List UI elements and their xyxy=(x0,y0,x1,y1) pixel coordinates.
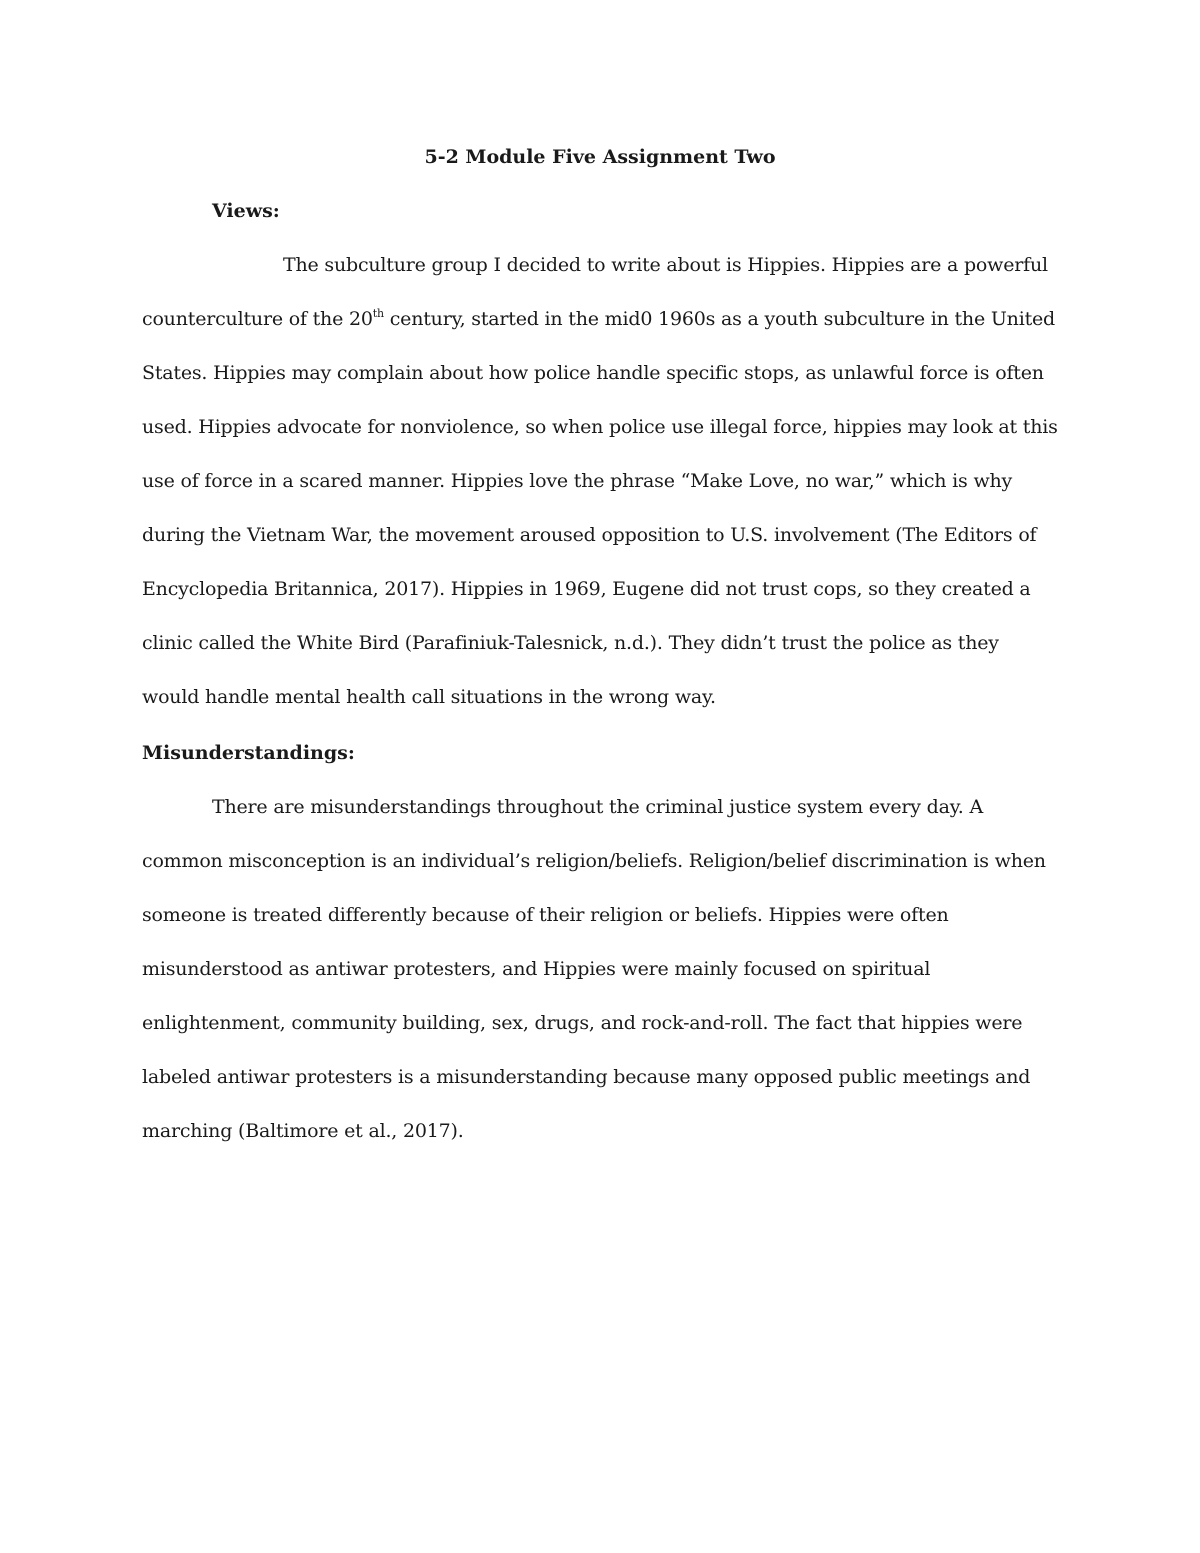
views-line-6: during the Vietnam War, the movement aroused opposition to U.S. involvement (The Editors of xyxy=(142,524,1037,546)
document-title: 5-2 Module Five Assignment Two xyxy=(424,146,776,168)
misunderstandings-line-2: common misconception is an individual’s religion/beliefs. Religion/belief discrimination is when xyxy=(142,850,1046,872)
misunderstandings-line-4: misunderstood as antiwar protesters, and Hippies were mainly focused on spiritual xyxy=(142,958,931,980)
views-line-9: would handle mental health call situations in the wrong way. xyxy=(142,686,716,708)
views-line-3: States. Hippies may complain about how police handle specific stops, as unlawful force is often xyxy=(142,362,1044,384)
misunderstandings-line-5: enlightenment, community building, sex, drugs, and rock-and-roll. The fact that hippies were xyxy=(142,1012,1023,1034)
views-line-1: The subculture group I decided to write about is Hippies. Hippies are a powerful xyxy=(283,254,1048,276)
views-line-2 xyxy=(142,305,1055,333)
views-line-2-end: century, started in the mid0 1960s as a youth subculture in the United xyxy=(383,308,1056,330)
views-line-5: use of force in a scared manner. Hippies love the phrase “Make Love, no war,” which is why xyxy=(142,470,1013,492)
misunderstandings-line-7: marching (Baltimore et al., 2017). xyxy=(142,1120,464,1142)
misunderstandings-line-3: someone is treated differently because of their religion or beliefs. Hippies were often xyxy=(142,904,949,926)
views-line-8: clinic called the White Bird (Parafiniuk-Talesnick, n.d.). They didn’t trust the police as they xyxy=(142,632,999,654)
misunderstandings-line-1: There are misunderstandings throughout the criminal justice system every day. A xyxy=(212,796,983,818)
misunderstandings-heading: Misunderstandings: xyxy=(142,742,355,764)
ordinal-superscript: th xyxy=(372,307,384,320)
views-heading: Views: xyxy=(212,200,280,222)
views-line-2-start: counterculture of the 20 xyxy=(142,308,373,330)
views-line-4: used. Hippies advocate for nonviolence, so when police use illegal force, hippies may look at this xyxy=(142,416,1058,438)
misunderstandings-line-6: labeled antiwar protesters is a misunderstanding because many opposed public meetings and xyxy=(142,1066,1031,1088)
views-line-7: Encyclopedia Britannica, 2017). Hippies in 1969, Eugene did not trust cops, so they created a xyxy=(142,578,1031,600)
